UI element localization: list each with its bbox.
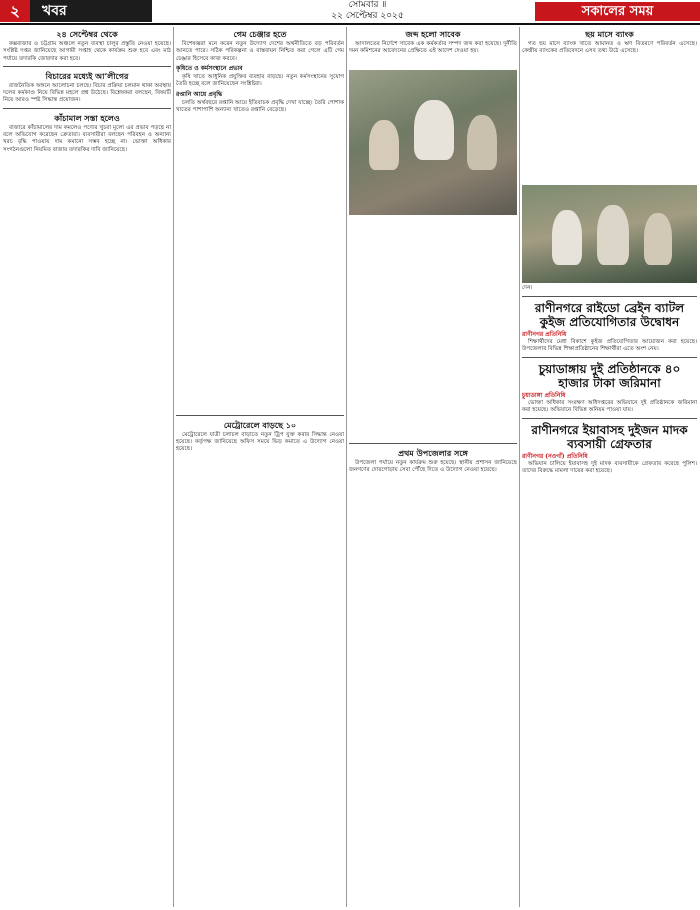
column-3-lower (349, 440, 517, 900)
reporter: চুয়াডাঙ্গা প্রতিনিধি (522, 391, 566, 399)
news-photo (349, 70, 517, 215)
article-body: উপজেলা পর্যায়ে নতুন কার্যক্রম শুরু হয়েছে। স্থানীয় প্রশাসন জানিয়েছে জনগণের দোরগোড়ায় সেবা পৌঁছে দিতে এ উদ্যোগ নেওয়া হয়েছে। (349, 460, 517, 474)
article-body: ভোক্তা অধিকার সংরক্ষণ অধিদপ্তরের অভিযানে দুই প্রতিষ্ঠানকে জরিমানা করা হয়েছে। অভিযানে বিভিন্ন অনিয়ম পাওয়া যায়। (522, 399, 697, 414)
headline: মেট্রোরেলে বাড়ছে ১০ (223, 419, 297, 430)
column-1 (3, 27, 171, 907)
subheading: কৃষিতে ও কর্মসংস্থানে প্রভাব (176, 64, 243, 72)
article-body: দেন। (522, 285, 533, 292)
headline: প্রথম উপজেলার সঙ্গে (398, 448, 468, 458)
article-body: মেট্রোরেলে যাত্রী চলাচল বাড়াতে নতুন ট্রিপ যুক্ত করার সিদ্ধান্ত নেওয়া হয়েছে। কর্তৃপক্ষ জানিয়েছে অফিস সময়ে ভিড় কমাতে এ উদ্যোগ নেওয়া হয়েছে। (176, 431, 344, 453)
headline: জব্দ হলো সাবেক (405, 29, 461, 39)
column-4 (522, 27, 697, 907)
article-body: কৃষি খাতে আধুনিক প্রযুক্তির ব্যবহার বাড়ছে। নতুন কর্মসংস্থানের সুযোগ তৈরি হচ্ছে বলে জানিয়েছেন সংশ্লিষ্টরা। (176, 74, 344, 88)
headline: রাণীনগরে ইয়াবাসহ দুইজন মাদক ব্যবসায়ী গ্রেফতার (531, 422, 688, 451)
headline: কাঁচামাল সস্তা হলেও (54, 112, 120, 123)
date-text: ২২ সেপ্টেম্বর ২০২৫ (331, 11, 404, 21)
article-body: গত ছয় মাসে ব্যাংক খাতে আমানত ও ঋণ বিতরণে পরিবর্তন এসেছে। কেন্দ্রীয় ব্যাংকের প্রতিবেদনে এসব তথ্য উঠে এসেছে। (522, 41, 697, 55)
headline: রাণীনগরে রাইডো ব্রেইন ব্যাটল কুইজ প্রতিযোগিতার উদ্বোধন (534, 300, 685, 329)
headline: চুয়াডাঙ্গায় দুই প্রতিষ্ঠানকে ৪০ হাজার টাকা জরিমানা (538, 361, 681, 390)
article-body: শিক্ষার্থীদের মেধা বিকাশে কুইজ প্রতিযোগিতার আয়োজন করা হয়েছে। উপজেলার বিভিন্ন শিক্ষাপ্রতিষ্ঠানের শিক্ষার্থীরা এতে অংশ নেয়। (522, 339, 697, 353)
column-divider (346, 27, 347, 907)
subheading: রপ্তানি আয়ে প্রবৃদ্ধি (176, 90, 223, 98)
article-body: বাজারে কাঁচামালের দাম কমলেও পণ্যের খুচরা মূল্যে এর প্রভাব পড়ছে না বলে অভিযোগ করেছেন ক্রেতারা। ব্যবসায়ীরা বলছেন পরিবহন ও অন্যান্য খরচ বৃদ্ধি পাওয়ায় দাম কমানো সম্ভব হচ্ছে না। ভোক্তা অধিকার সংগঠনগুলো নিয়মিত বাজার তদারকির দাবি জানিয়েছে। (3, 124, 171, 153)
issue-date (300, 0, 435, 22)
column-divider (519, 27, 520, 907)
headline: বিচারের মধ্যেই আ’লীগের (45, 70, 129, 81)
headline: ২৪ সেপ্টেম্বর থেকে (56, 29, 118, 39)
page-number: ২ (0, 0, 30, 22)
article-body: আদালতের নির্দেশে সাবেক এক কর্মকর্তার সম্পদ জব্দ করা হয়েছে। দুর্নীতি দমন কমিশনের আবেদনের প্রেক্ষিতে এই আদেশ দেওয়া হয়। (349, 41, 517, 55)
news-photo (522, 185, 697, 283)
article-body: অভিযান চালিয়ে ইয়াবাসহ দুই মাদক ব্যবসায়ীকে গ্রেফতার করেছে পুলিশ। তাদের বিরুদ্ধে মামলা দায়ের করা হয়েছে। (522, 460, 697, 475)
article-body: রাজনৈতিক অঙ্গনে আলোচনা চলছে। বিচার প্রক্রিয়া চলমান থাকা অবস্থায় দলের কর্মকাণ্ড নিয়ে বিভিন্ন মহলে প্রশ্ন উঠেছে। বিশ্লেষকরা বলছেন, বিষয়টি নিয়ে আরও স্পষ্ট সিদ্ধান্ত প্রয়োজন। (3, 82, 171, 104)
masthead (0, 0, 700, 22)
reporter: রাণীনগর প্রতিনিধি (522, 330, 567, 338)
article-body: চলতি অর্থবছরে রপ্তানি আয়ে ইতিবাচক প্রবৃদ্ধি দেখা যাচ্ছে। তৈরি পোশাক খাতের পাশাপাশি অন্যান্য খাতেও রপ্তানি বেড়েছে। (176, 100, 344, 114)
column-divider (173, 27, 174, 907)
article-body: কক্সবাজার ও চট্টগ্রাম অঞ্চলে নতুন ব্যবস্থা চালুর প্রস্তুতি নেওয়া হয়েছে। সংশ্লিষ্ট দপ্তর জানিয়েছে আগামী সপ্তাহ থেকে কার্যক্রম শুরু হবে এবং মাঠ পর্যায়ে তদারকি জোরদার করা হবে। (3, 41, 171, 62)
headline: গেম চেঞ্জার হতে (233, 29, 287, 39)
reporter: রাণীনগর (নওগাঁ) প্রতিনিধি (522, 452, 588, 460)
paper-logo: সকালের সময় (535, 2, 700, 21)
column-2 (176, 27, 344, 907)
masthead-rule (0, 23, 700, 25)
headline: ছয় মাসে ব্যাংক (585, 29, 634, 39)
section-label: খবর (30, 0, 152, 22)
weekday: সোমবার ॥ (348, 0, 387, 10)
article-body: বিশেষজ্ঞরা মনে করেন নতুন উদ্যোগ দেশের অর্থনীতিতে বড় পরিবর্তন আনতে পারে। সঠিক পরিকল্পনা ও বাস্তবায়ন নিশ্চিত করা গেলে এটি গেম চেঞ্জার হিসেবে কাজ করবে। (176, 41, 344, 62)
